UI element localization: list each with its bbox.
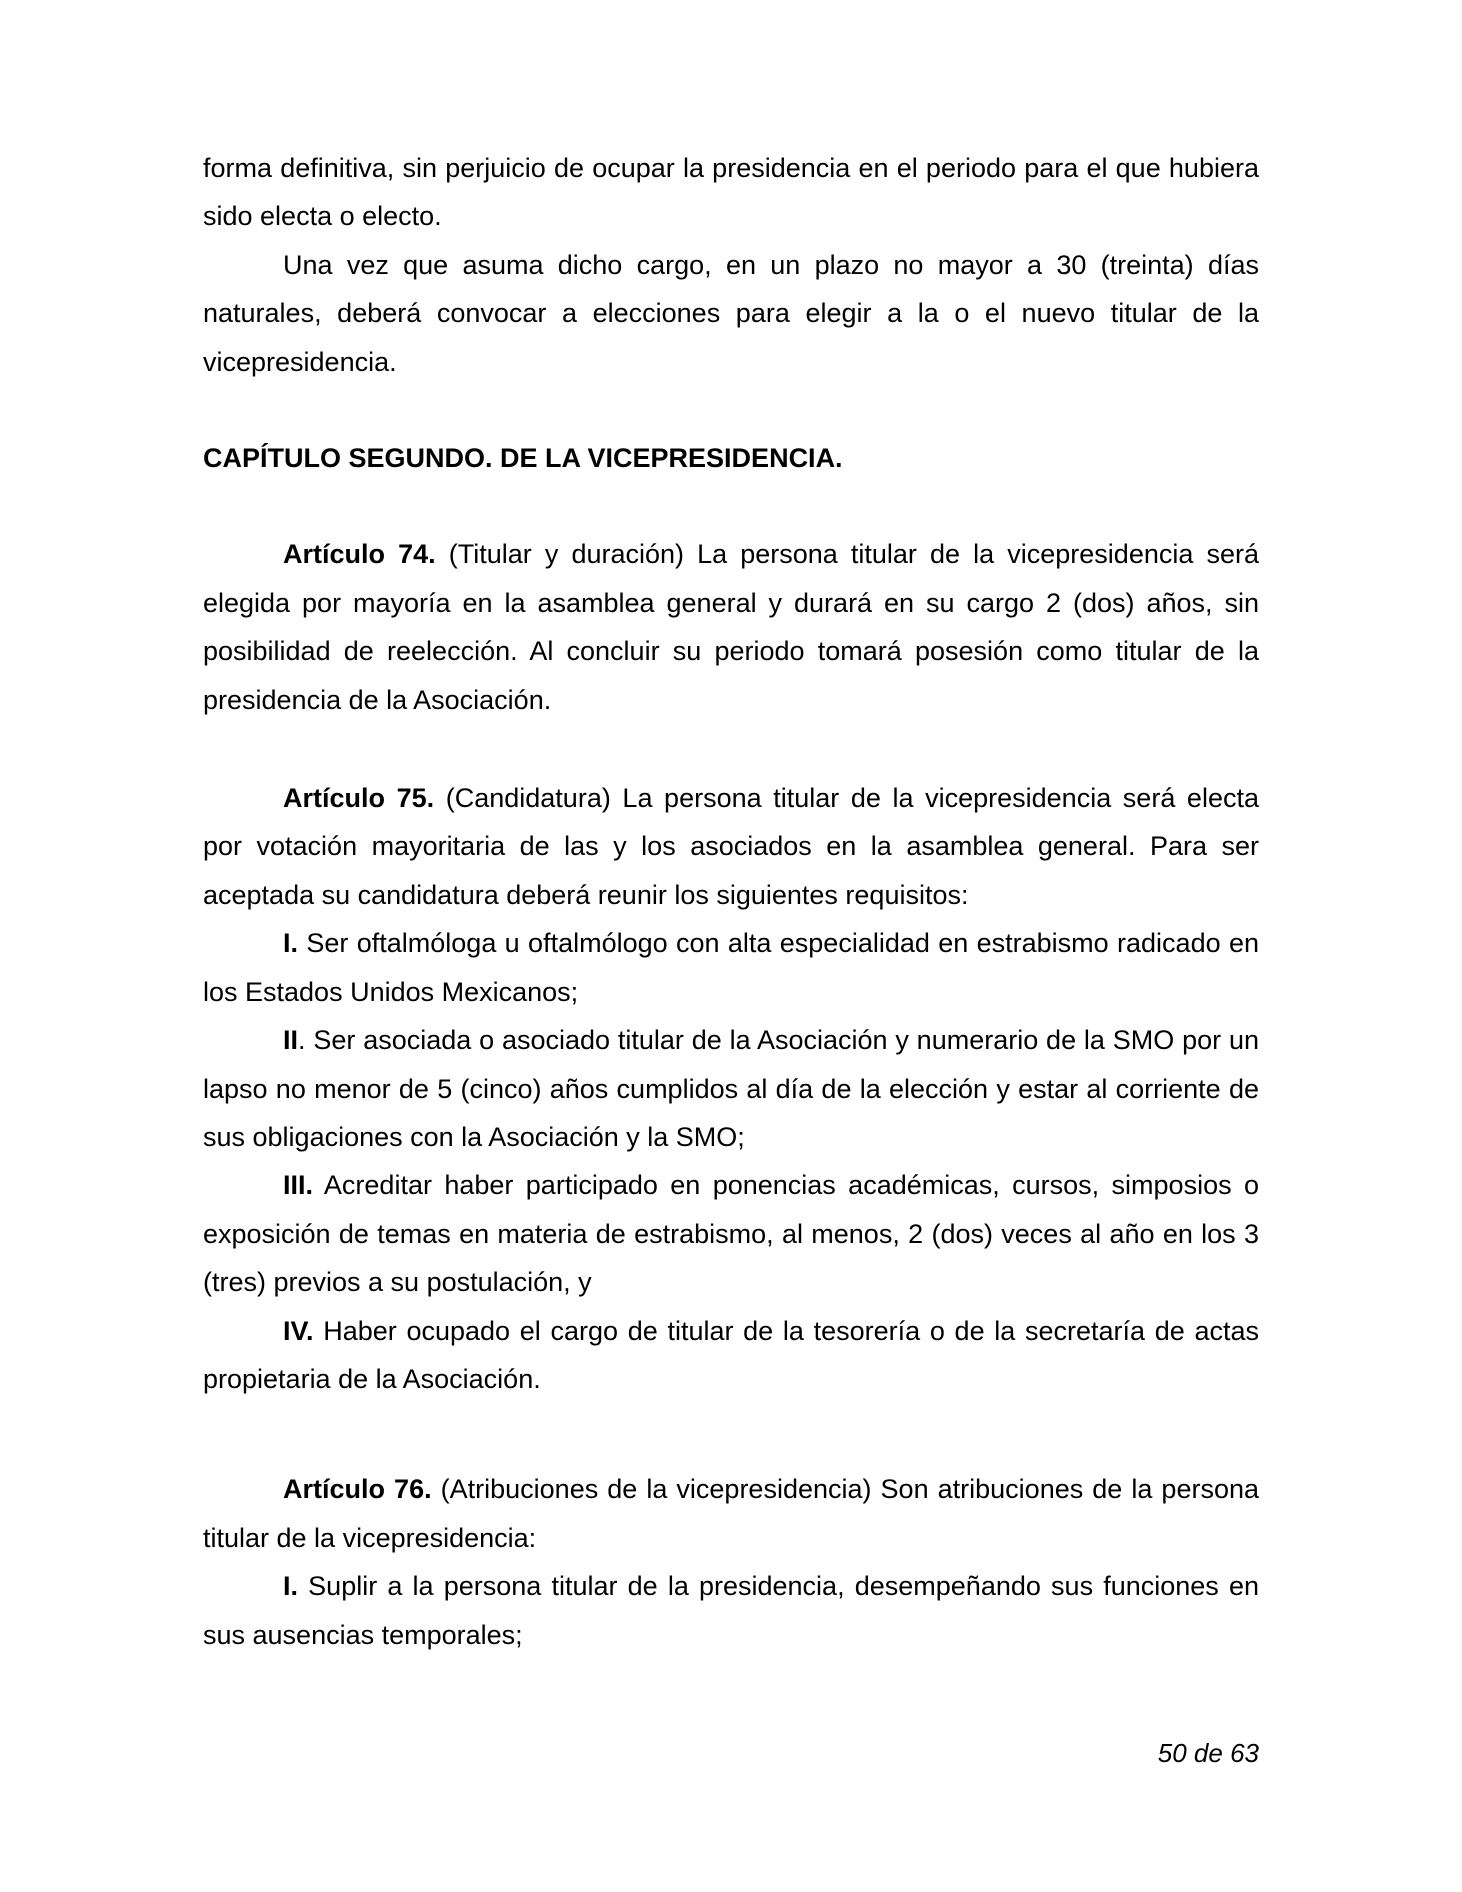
article-76-item-1-text: Suplir a la persona titular de la presidencia, desempeñando sus funciones en sus ausencias temporales; (203, 1571, 1259, 1650)
chapter-heading: CAPÍTULO SEGUNDO. DE LA VICEPRESIDENCIA. (203, 443, 843, 474)
paragraph-una-vez: Una vez que asuma dicho cargo, en un plazo no mayor a 30 (treinta) días naturales, deberá convocar a elecciones para elegir a la o el nuevo titular de la vicepresidencia. (203, 249, 1259, 377)
article-75-paragraph (203, 774, 1259, 919)
article-75-item-3-label: III. (283, 1170, 314, 1201)
article-76-text: (Atribuciones de la vicepresidencia) Son atribuciones de la persona titular de la vicepresidencia: (203, 1474, 1259, 1553)
article-75-item-1 (203, 919, 1259, 1016)
article-75-item-1-text: Ser oftalmóloga u oftalmólogo con alta especialidad en estrabismo radicado en los Estados Unidos Mexicanos; (203, 928, 1259, 1007)
article-75-item-4 (203, 1307, 1259, 1404)
article-75-text: (Candidatura) La persona titular de la vicepresidencia será electa por votación mayoritaria de las y los asociados en la asamblea general. Para ser aceptada su candidatura deberá reunir los siguientes requisitos: (203, 783, 1259, 910)
article-76-paragraph (203, 1465, 1259, 1562)
article-75-item-2-label: II (283, 1025, 299, 1056)
page-number: 50 de 63 (1157, 1738, 1259, 1768)
article-76-label: Artículo 76. (283, 1474, 432, 1505)
article-75-item-2 (203, 1016, 1259, 1161)
article-75-item-3-text: Acreditar haber participado en ponencias académicas, cursos, simposios o exposición de temas en materia de estrabismo, al menos, 2 (dos) veces al año en los 3 (tres) previos a su postulación, y (203, 1170, 1259, 1298)
article-75-item-1-label: I. (283, 928, 299, 959)
article-76-item-1-label: I. (283, 1571, 299, 1602)
article-75-label: Artículo 75. (283, 783, 435, 814)
article-76-item-1 (203, 1562, 1259, 1659)
article-75-item-4-label: IV. (283, 1315, 314, 1346)
paragraph-continuation: forma definitiva, sin perjuicio de ocupar la presidencia en el periodo para el que hubiera sido electa o electo. (203, 153, 1259, 232)
article-75-item-4-text: Haber ocupado el cargo de titular de la tesorería o de la secretaría de actas propietaria de la Asociación. (203, 1315, 1259, 1394)
article-75-item-2-text: . Ser asociada o asociado titular de la Asociación y numerario de la SMO por un lapso no menor de 5 (cinco) años cumplidos al día de la elección y estar al corriente de sus obligaciones con la Asociación y la SMO; (203, 1025, 1259, 1152)
article-75-item-3 (203, 1161, 1259, 1306)
article-74-label: Artículo 74. (283, 539, 436, 570)
document-body (203, 144, 1259, 1659)
article-74-text: (Titular y duración) La persona titular de la vicepresidencia será elegida por mayoría en la asamblea general y durará en su cargo 2 (dos) años, sin posibilidad de reelección. Al concluir su periodo tomará posesión como titular de la presidencia de la Asociación. (203, 539, 1259, 715)
article-74-paragraph (203, 530, 1259, 724)
